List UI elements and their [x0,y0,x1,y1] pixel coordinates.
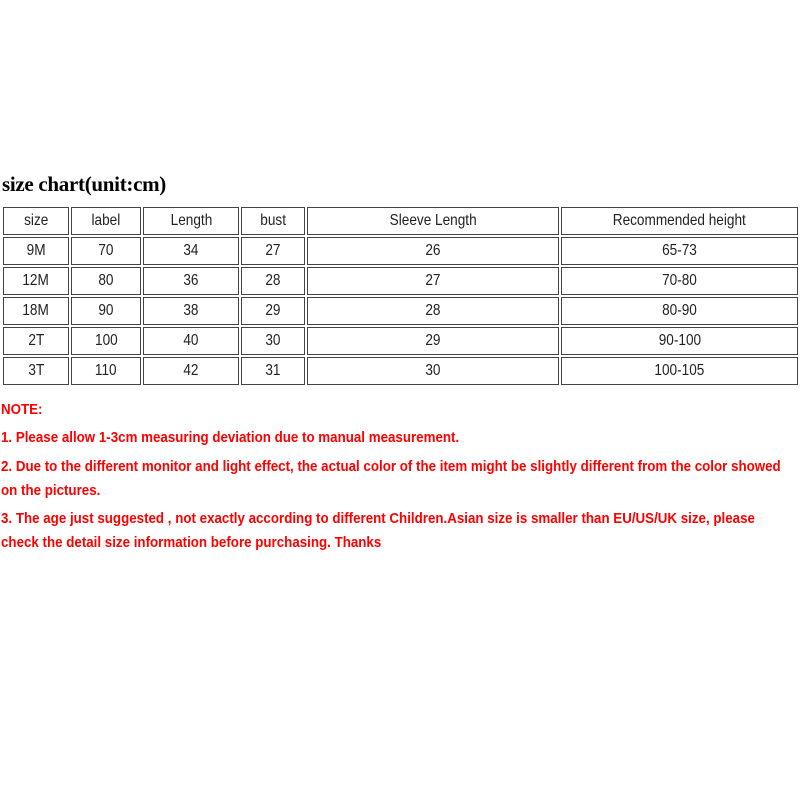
table-row [3,237,798,265]
header-cell: Sleeve Length [307,207,559,235]
table-cell: 34 [143,237,239,265]
note-item: 1. Please allow 1-3cm measuring deviation due to manual measurement. [1,430,460,446]
header-cell: size [3,207,69,235]
table-cell: 38 [143,297,239,325]
table-cell: 31 [241,357,305,385]
table-cell: 36 [143,267,239,295]
table-header-row [3,207,798,235]
table-cell: 2T [3,327,69,355]
header-cell: label [71,207,141,235]
table-row [3,297,798,325]
header-cell: Recommended height [561,207,798,235]
table-cell: 110 [71,357,141,385]
table-cell: 28 [241,267,305,295]
table-cell: 27 [307,267,559,295]
table-cell: 40 [143,327,239,355]
table-cell: 80 [71,267,141,295]
table-row [3,327,798,355]
table-cell: 65-73 [561,237,798,265]
table-cell: 29 [307,327,559,355]
note-item: 2. Due to the different monitor and light effect, the actual color of the item might be slightly different from the color showed on the pictures. [1,459,781,499]
notes-section [1,396,791,556]
table-cell: 26 [307,237,559,265]
table-cell: 27 [241,237,305,265]
table-row [3,357,798,385]
page-title: size chart(unit:cm) [2,172,166,196]
table-row [3,267,798,295]
table-cell: 12M [3,267,69,295]
size-chart-table [1,205,800,387]
header-cell: bust [241,207,305,235]
table-cell: 100 [71,327,141,355]
table-cell: 70 [71,237,141,265]
table-cell: 30 [307,357,559,385]
header-cell: Length [143,207,239,235]
table-cell: 28 [307,297,559,325]
table-cell: 80-90 [561,297,798,325]
table-cell: 90 [71,297,141,325]
table-cell: 30 [241,327,305,355]
notes-heading: NOTE: [1,402,43,418]
table-cell: 18M [3,297,69,325]
table-cell: 70-80 [561,267,798,295]
table-cell: 90-100 [561,327,798,355]
table-cell: 100-105 [561,357,798,385]
note-item: 3. The age just suggested , not exactly according to different Children.Asian size is smaller than EU/US/UK size, please check the detail size information before purchasing. Thanks [1,511,755,551]
table-cell: 3T [3,357,69,385]
table-cell: 42 [143,357,239,385]
table-cell: 9M [3,237,69,265]
table-cell: 29 [241,297,305,325]
